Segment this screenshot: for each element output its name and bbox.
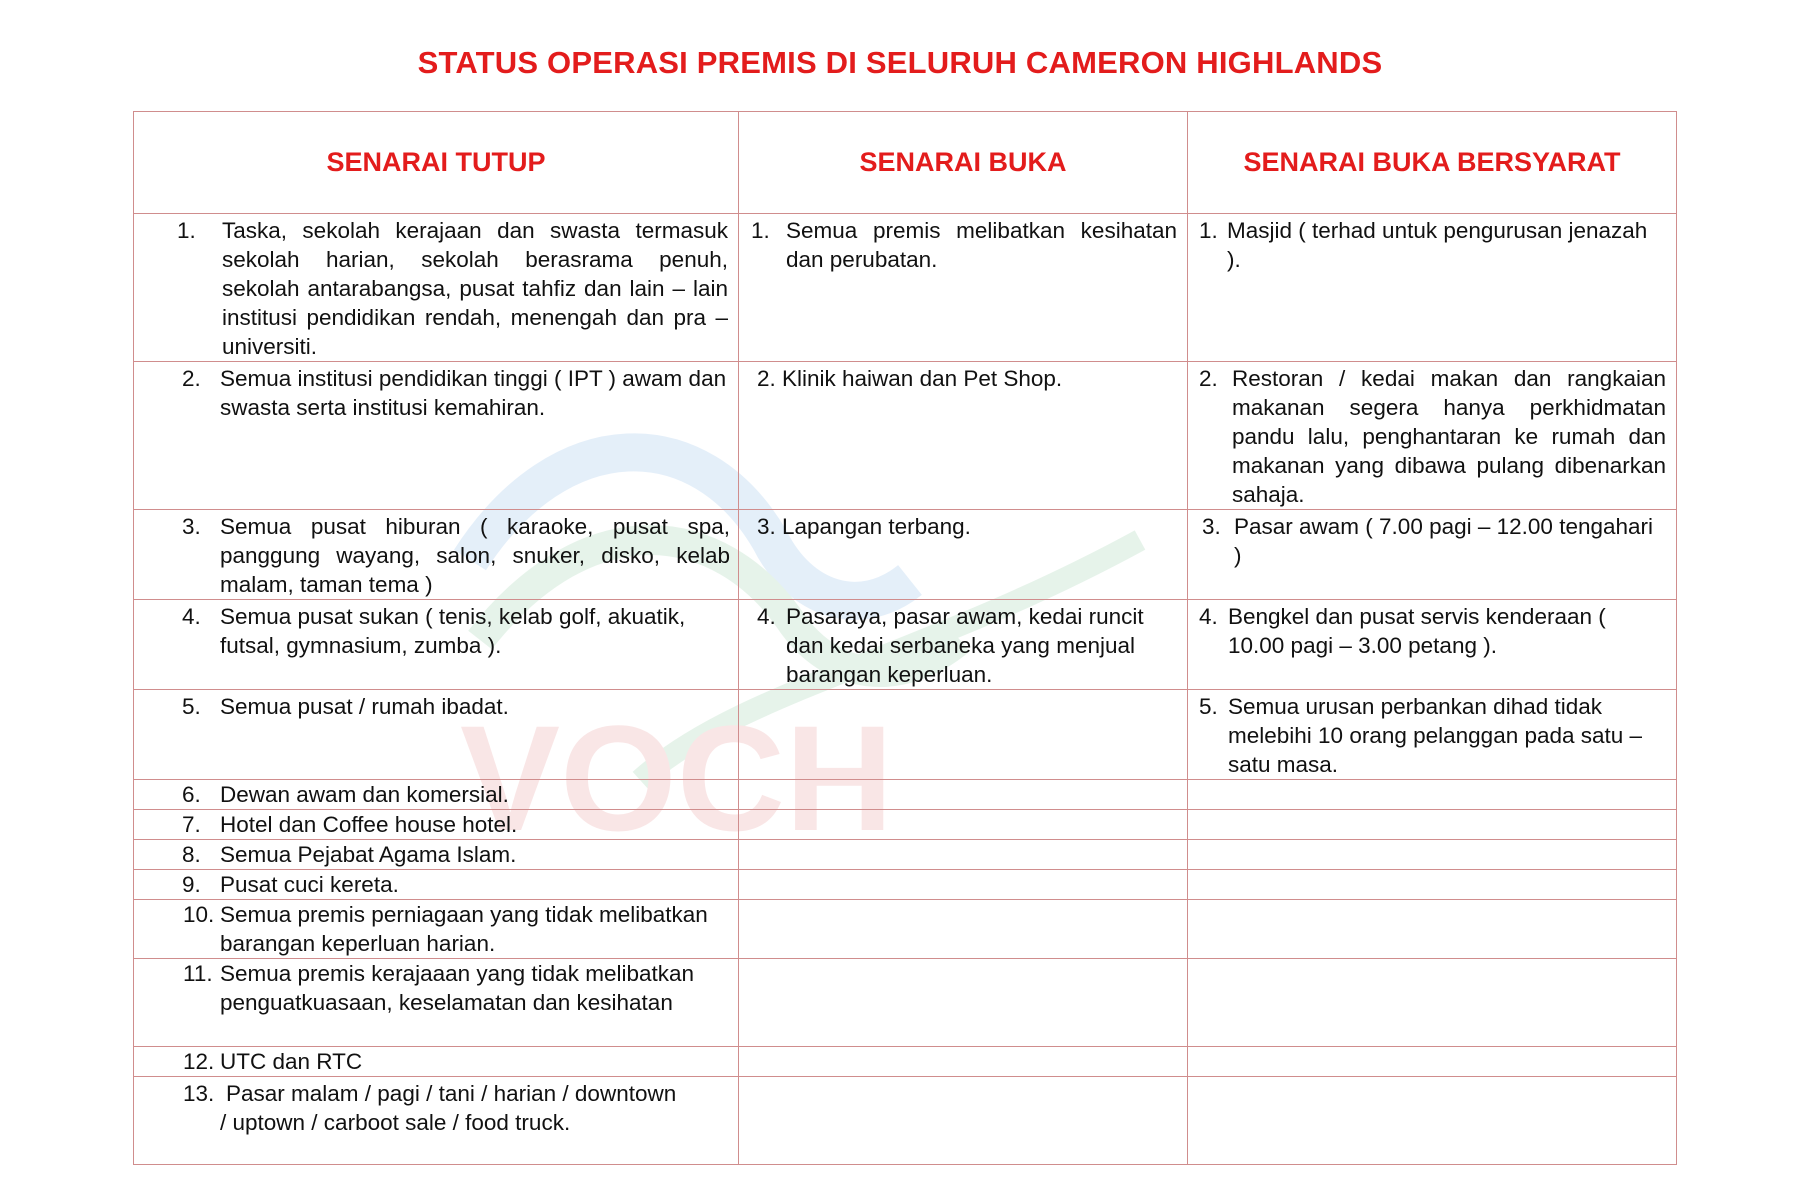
item-number: 2. bbox=[1199, 366, 1218, 391]
table-row bbox=[134, 362, 1677, 510]
list-item bbox=[134, 690, 738, 721]
conditional-cell bbox=[1188, 959, 1677, 1047]
item-number: 9. bbox=[182, 872, 201, 897]
table-row bbox=[134, 600, 1677, 690]
conditional-cell bbox=[1188, 1077, 1677, 1165]
conditional-cell bbox=[1188, 810, 1677, 840]
table-row bbox=[134, 959, 1677, 1047]
closed-cell bbox=[134, 840, 739, 870]
open-cell bbox=[739, 900, 1188, 959]
list-item bbox=[739, 600, 1187, 689]
item-text: Taska, sekolah kerajaan dan swasta termasuk sekolah harian, sekolah berasrama penuh, sekolah antarabangsa, pusat tahfiz dan lain – lain institusi pendidikan rendah, menengah dan pra – universiti. bbox=[222, 218, 728, 359]
conditional-cell bbox=[1188, 214, 1677, 362]
item-text: UTC dan RTC bbox=[220, 1049, 363, 1074]
header-conditional: SENARAI BUKA BERSYARAT bbox=[1188, 112, 1677, 214]
item-number: 2. bbox=[182, 366, 201, 391]
closed-cell bbox=[134, 510, 739, 600]
item-number: 12. bbox=[183, 1049, 215, 1074]
closed-cell bbox=[134, 214, 739, 362]
open-cell bbox=[739, 780, 1188, 810]
item-text: Semua institusi pendidikan tinggi ( IPT ) awam dan swasta serta institusi kemahiran. bbox=[220, 366, 727, 420]
conditional-cell bbox=[1188, 600, 1677, 690]
header-row bbox=[134, 112, 1677, 214]
closed-cell bbox=[134, 870, 739, 900]
header-open: SENARAI BUKA bbox=[739, 112, 1188, 214]
closed-cell bbox=[134, 690, 739, 780]
closed-cell bbox=[134, 900, 739, 959]
item-number: 5. bbox=[182, 694, 201, 719]
table-row bbox=[134, 510, 1677, 600]
item-text: Pasar awam ( 7.00 pagi – 12.00 tengahari ) bbox=[1234, 514, 1654, 568]
conditional-cell bbox=[1188, 870, 1677, 900]
list-item bbox=[739, 362, 1187, 393]
list-item bbox=[134, 362, 738, 422]
item-text: Restoran / kedai makan dan rangkaian makanan segera hanya perkhidmatan pandu lalu, penghantaran ke rumah dan makanan yang dibawa pulang dibenarkan sahaja. bbox=[1232, 366, 1666, 507]
list-item bbox=[1188, 600, 1676, 660]
list-item bbox=[134, 1047, 738, 1076]
item-number: 4. bbox=[1199, 604, 1218, 629]
list-item bbox=[1188, 690, 1676, 779]
item-text: Semua urusan perbankan dihad tidak melebihi 10 orang pelanggan pada satu – satu masa. bbox=[1228, 694, 1643, 777]
closed-cell bbox=[134, 780, 739, 810]
status-table bbox=[133, 111, 1677, 1165]
open-cell bbox=[739, 1077, 1188, 1165]
list-item bbox=[134, 900, 738, 958]
item-text: Semua Pejabat Agama Islam. bbox=[220, 842, 517, 867]
list-item bbox=[739, 510, 1187, 541]
list-item bbox=[134, 959, 738, 1017]
conditional-cell bbox=[1188, 780, 1677, 810]
item-number: 1. bbox=[177, 218, 196, 243]
item-number: 10. bbox=[183, 902, 215, 927]
item-number: 1. bbox=[1199, 218, 1218, 243]
list-item bbox=[134, 840, 738, 869]
open-cell bbox=[739, 600, 1188, 690]
table-row bbox=[134, 810, 1677, 840]
header-closed: SENARAI TUTUP bbox=[134, 112, 739, 214]
conditional-cell bbox=[1188, 510, 1677, 600]
item-number: 7. bbox=[182, 812, 201, 837]
item-number: 6. bbox=[182, 782, 201, 807]
item-text: Semua pusat sukan ( tenis, kelab golf, akuatik, futsal, gymnasium, zumba ). bbox=[220, 604, 686, 658]
closed-cell bbox=[134, 600, 739, 690]
item-text: Semua pusat / rumah ibadat. bbox=[220, 694, 509, 719]
table-row bbox=[134, 1047, 1677, 1077]
list-item bbox=[1188, 362, 1676, 509]
list-item bbox=[134, 1077, 738, 1137]
list-item bbox=[134, 780, 738, 809]
item-text: Klinik haiwan dan Pet Shop. bbox=[782, 366, 1063, 391]
item-number: 4. bbox=[182, 604, 201, 629]
item-number: 4. bbox=[757, 604, 776, 629]
conditional-cell bbox=[1188, 1047, 1677, 1077]
open-cell bbox=[739, 959, 1188, 1047]
item-number: 5. bbox=[1199, 694, 1218, 719]
open-cell bbox=[739, 510, 1188, 600]
list-item bbox=[1188, 510, 1676, 570]
item-text: Dewan awam dan komersial. bbox=[220, 782, 509, 807]
list-item bbox=[739, 214, 1187, 274]
item-text: Pasar malam / pagi / tani / harian / downtown / uptown / carboot sale / food truck. bbox=[220, 1081, 677, 1135]
item-number: 3. bbox=[182, 514, 201, 539]
page-title: STATUS OPERASI PREMIS DI SELURUH CAMERON HIGHLANDS bbox=[417, 45, 1383, 80]
open-cell bbox=[739, 870, 1188, 900]
closed-cell bbox=[134, 810, 739, 840]
list-item bbox=[1188, 214, 1676, 274]
table-row bbox=[134, 1077, 1677, 1165]
conditional-cell bbox=[1188, 690, 1677, 780]
watermark-letters: VOCH bbox=[460, 694, 894, 860]
item-text: Semua premis perniagaan yang tidak melibatkan barangan keperluan harian. bbox=[220, 902, 708, 956]
table-row bbox=[134, 900, 1677, 959]
item-number: 3. bbox=[1202, 514, 1221, 539]
item-text: Semua premis melibatkan kesihatan dan perubatan. bbox=[786, 218, 1177, 272]
item-number: 2. bbox=[757, 366, 776, 391]
item-number: 13. bbox=[183, 1081, 215, 1106]
item-text: Pasaraya, pasar awam, kedai runcit dan kedai serbaneka yang menjual barangan keperluan. bbox=[786, 604, 1144, 687]
conditional-cell bbox=[1188, 900, 1677, 959]
closed-cell bbox=[134, 1047, 739, 1077]
closed-cell bbox=[134, 1077, 739, 1165]
open-cell bbox=[739, 840, 1188, 870]
list-item bbox=[134, 870, 738, 899]
table-row bbox=[134, 214, 1677, 362]
item-text: Masjid ( terhad untuk pengurusan jenazah ). bbox=[1227, 218, 1648, 272]
open-cell bbox=[739, 690, 1188, 780]
item-text: Semua premis kerajaaan yang tidak melibatkan penguatkuasaan, keselamatan dan kesihatan bbox=[220, 961, 695, 1015]
item-text: Bengkel dan pusat servis kenderaan ( 10.00 pagi – 3.00 petang ). bbox=[1228, 604, 1606, 658]
item-text: Pusat cuci kereta. bbox=[220, 872, 399, 897]
list-item bbox=[134, 810, 738, 839]
conditional-cell bbox=[1188, 362, 1677, 510]
closed-cell bbox=[134, 959, 739, 1047]
item-text: Hotel dan Coffee house hotel. bbox=[220, 812, 518, 837]
item-text: Lapangan terbang. bbox=[782, 514, 971, 539]
open-cell bbox=[739, 214, 1188, 362]
open-cell bbox=[739, 810, 1188, 840]
item-number: 8. bbox=[182, 842, 201, 867]
item-number: 3. bbox=[757, 514, 776, 539]
table-row bbox=[134, 870, 1677, 900]
item-number: 11. bbox=[183, 961, 213, 986]
list-item bbox=[134, 214, 738, 361]
item-number: 1. bbox=[751, 218, 770, 243]
list-item bbox=[134, 510, 738, 599]
conditional-cell bbox=[1188, 840, 1677, 870]
item-text: Semua pusat hiburan ( karaoke, pusat spa, panggung wayang, salon, snuker, disko, kelab malam, taman tema ) bbox=[220, 514, 730, 597]
table-row bbox=[134, 840, 1677, 870]
list-item bbox=[134, 600, 738, 660]
table-row bbox=[134, 780, 1677, 810]
closed-cell bbox=[134, 362, 739, 510]
open-cell bbox=[739, 362, 1188, 510]
table-row bbox=[134, 690, 1677, 780]
open-cell bbox=[739, 1047, 1188, 1077]
